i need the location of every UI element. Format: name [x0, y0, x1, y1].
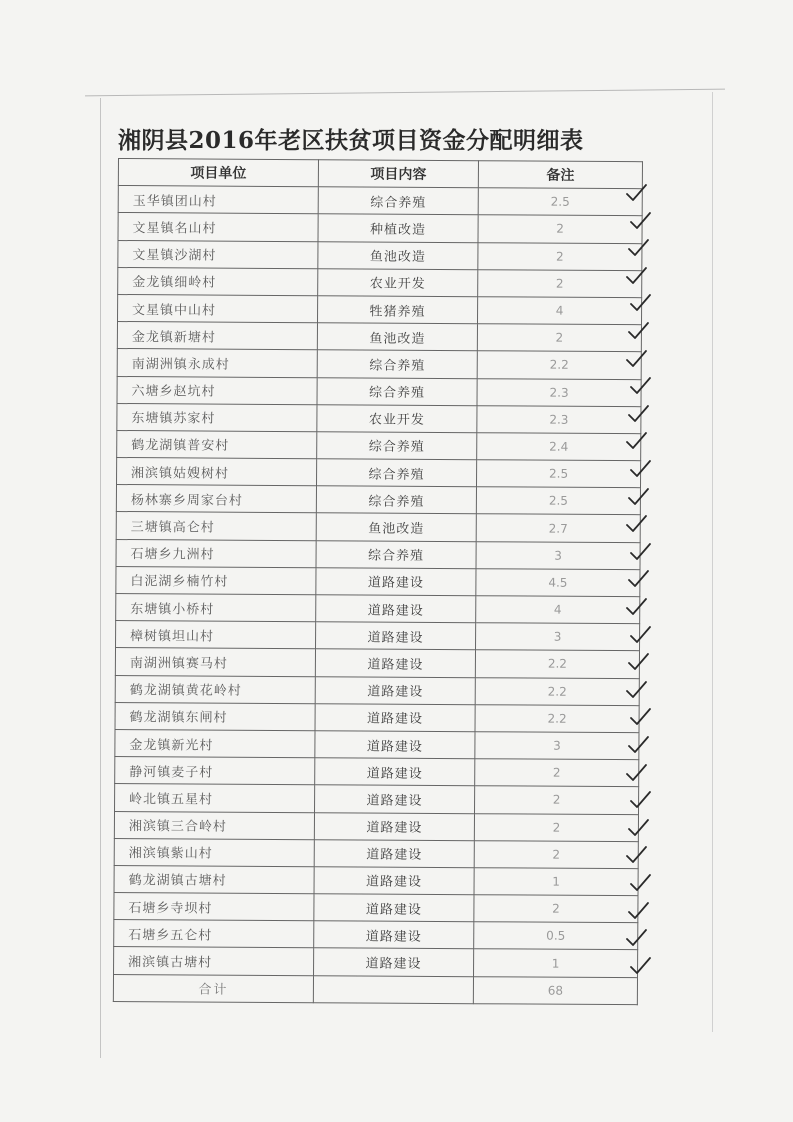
cell-note: 2: [474, 813, 638, 841]
check-mark-icon: [626, 900, 652, 922]
check-mark-icon: [628, 210, 654, 232]
check-mark-icon: [626, 651, 652, 673]
table-row: [115, 729, 639, 759]
cell-unit: 金龙镇细岭村: [118, 267, 318, 295]
cell-note: 2.2: [477, 351, 641, 379]
cell-unit: 石塘乡寺坝村: [114, 893, 314, 921]
cell-content: 道路建设: [314, 839, 474, 867]
total-empty-cell: [313, 975, 473, 1003]
cell-unit: 文星镇沙湖村: [118, 240, 318, 268]
table-row: [115, 757, 639, 787]
cell-unit: 南湖洲镇永成村: [117, 349, 317, 377]
table-row: [114, 838, 638, 868]
cell-note: 2: [475, 786, 639, 814]
cell-unit: 东塘镇苏家村: [117, 403, 317, 431]
document-title: 湘阴县2016年老区扶贫项目资金分配明细表: [118, 127, 584, 154]
header-unit: 项目单位: [118, 159, 318, 187]
cell-note: 2.3: [477, 378, 641, 406]
table-row: [118, 240, 642, 270]
table-row: [118, 294, 642, 324]
cell-content: 道路建设: [315, 731, 475, 759]
cell-unit: 东塘镇小桥村: [116, 593, 316, 621]
cell-content: 道路建设: [314, 867, 474, 895]
table-row: [114, 893, 638, 923]
check-mark-icon: [626, 320, 652, 342]
check-mark-icon: [626, 734, 652, 756]
cell-content: 综合养殖: [317, 377, 477, 405]
cell-note: 2.5: [476, 460, 640, 488]
cell-note: 0.5: [474, 922, 638, 950]
cell-unit: 湘滨镇古塘村: [114, 947, 314, 975]
cell-note: 2: [474, 895, 638, 923]
table-row: [118, 186, 642, 216]
allocation-table-sheet: [113, 158, 642, 1005]
scan-edge: [85, 89, 725, 97]
check-mark-icon: [624, 513, 650, 535]
table-row: [115, 784, 639, 814]
cell-note: 2: [478, 242, 642, 270]
cell-content: 综合养殖: [316, 540, 476, 568]
cell-unit: 玉华镇团山村: [118, 186, 318, 214]
check-mark-icon: [624, 182, 650, 204]
cell-content: 道路建设: [314, 948, 474, 976]
table-row: [117, 322, 641, 352]
cell-note: 3: [476, 541, 640, 569]
check-mark-icon: [628, 706, 654, 728]
cell-content: 道路建设: [315, 649, 475, 677]
cell-content: 鱼池改造: [318, 241, 478, 269]
cell-note: 3: [476, 623, 640, 651]
check-mark-icon: [626, 237, 652, 259]
cell-unit: 金龙镇新光村: [115, 729, 315, 757]
cell-note: 2.2: [475, 704, 639, 732]
cell-note: 2.7: [476, 514, 640, 542]
table-row: [115, 648, 639, 678]
cell-unit: 石塘乡九洲村: [116, 539, 316, 567]
cell-unit: 岭北镇五星村: [115, 784, 315, 812]
cell-note: 3: [475, 732, 639, 760]
cell-unit: 文星镇名山村: [118, 213, 318, 241]
check-mark-icon: [624, 762, 650, 784]
check-mark-icon: [628, 541, 654, 563]
cell-content: 综合养殖: [316, 486, 476, 514]
cell-unit: 鹤龙湖镇普安村: [117, 430, 317, 458]
table-row: [116, 539, 640, 569]
cell-unit: 南湖洲镇赛马村: [115, 648, 315, 676]
cell-note: 2.4: [477, 433, 641, 461]
check-mark-icon: [624, 679, 650, 701]
cell-unit: 文星镇中山村: [118, 294, 318, 322]
cell-content: 道路建设: [316, 622, 476, 650]
cell-unit: 鹤龙湖镇东闸村: [115, 702, 315, 730]
check-mark-column: [622, 182, 662, 1002]
check-mark-icon: [626, 817, 652, 839]
table-row: [116, 485, 640, 515]
table-row: [114, 920, 638, 950]
cell-note: 2: [477, 324, 641, 352]
check-mark-icon: [628, 955, 654, 977]
table-row: [114, 947, 638, 977]
cell-unit: 湘滨镇三合岭村: [114, 811, 314, 839]
cell-content: 道路建设: [316, 568, 476, 596]
cell-content: 鱼池改造: [317, 323, 477, 351]
check-mark-icon: [628, 375, 654, 397]
check-mark-icon: [624, 927, 650, 949]
table-row: [117, 430, 641, 460]
table-row: [118, 267, 642, 297]
cell-content: 道路建设: [315, 676, 475, 704]
table-row: [117, 376, 641, 406]
cell-content: 道路建设: [316, 595, 476, 623]
table-row: [116, 621, 640, 651]
check-mark-icon: [624, 596, 650, 618]
cell-unit: 金龙镇新塘村: [117, 322, 317, 350]
scan-edge: [100, 98, 101, 1058]
table-row: [118, 213, 642, 243]
cell-content: 道路建设: [314, 894, 474, 922]
check-mark-icon: [628, 458, 654, 480]
cell-note: 2: [478, 269, 642, 297]
header-note: 备注: [478, 161, 642, 189]
table-row: [114, 865, 638, 895]
cell-note: 2.3: [477, 405, 641, 433]
cell-content: 综合养殖: [317, 459, 477, 487]
check-mark-icon: [624, 430, 650, 452]
total-value: 68: [473, 976, 637, 1004]
check-mark-icon: [626, 568, 652, 590]
scan-edge: [712, 92, 713, 1032]
cell-content: 鱼池改造: [316, 513, 476, 541]
cell-unit: 樟树镇坦山村: [116, 621, 316, 649]
cell-content: 道路建设: [314, 921, 474, 949]
table-row: [115, 675, 639, 705]
cell-note: 4.5: [476, 569, 640, 597]
cell-note: 2.5: [478, 188, 642, 216]
cell-content: 综合养殖: [318, 187, 478, 215]
table-row: [116, 566, 640, 596]
cell-content: 道路建设: [315, 703, 475, 731]
cell-unit: 三塘镇高仑村: [116, 512, 316, 540]
check-mark-icon: [626, 403, 652, 425]
total-label: 合计: [113, 974, 313, 1002]
cell-note: 2: [475, 759, 639, 787]
allocation-table: [113, 158, 643, 1005]
check-mark-icon: [626, 486, 652, 508]
table-row: [115, 702, 639, 732]
table-row: [114, 811, 638, 841]
check-mark-icon: [628, 292, 654, 314]
cell-unit: 鹤龙湖镇黄花岭村: [115, 675, 315, 703]
header-content: 项目内容: [318, 160, 478, 188]
cell-unit: 六塘乡赵坑村: [117, 376, 317, 404]
cell-content: 农业开发: [317, 404, 477, 432]
cell-note: 1: [474, 868, 638, 896]
cell-content: 综合养殖: [317, 432, 477, 460]
total-row: [113, 974, 637, 1004]
cell-unit: 杨林寨乡周家台村: [116, 485, 316, 513]
cell-unit: 石塘乡五仑村: [114, 920, 314, 948]
table-row: [117, 403, 641, 433]
cell-note: 4: [477, 297, 641, 325]
cell-note: 2.2: [475, 650, 639, 678]
table-row: [117, 349, 641, 379]
cell-unit: 白泥湖乡楠竹村: [116, 566, 316, 594]
table-row: [116, 593, 640, 623]
check-mark-icon: [624, 348, 650, 370]
cell-content: 道路建设: [315, 758, 475, 786]
cell-content: 牲猪养殖: [317, 296, 477, 324]
check-mark-icon: [628, 789, 654, 811]
table-header-row: [118, 159, 642, 189]
cell-content: 综合养殖: [317, 350, 477, 378]
table-row: [116, 512, 640, 542]
check-mark-icon: [624, 844, 650, 866]
cell-note: 2.2: [475, 677, 639, 705]
cell-unit: 鹤龙湖镇古塘村: [114, 865, 314, 893]
cell-content: 道路建设: [314, 812, 474, 840]
cell-content: 道路建设: [315, 785, 475, 813]
cell-unit: 湘滨镇姑嫂树村: [117, 458, 317, 486]
cell-content: 种植改造: [318, 214, 478, 242]
check-mark-icon: [624, 265, 650, 287]
cell-note: 2: [478, 215, 642, 243]
table-row: [117, 458, 641, 488]
cell-unit: 静河镇麦子村: [115, 757, 315, 785]
cell-content: 农业开发: [318, 268, 478, 296]
cell-note: 4: [476, 596, 640, 624]
check-mark-icon: [628, 872, 654, 894]
check-mark-icon: [628, 624, 654, 646]
cell-note: 2: [474, 840, 638, 868]
cell-unit: 湘滨镇紫山村: [114, 838, 314, 866]
cell-note: 1: [474, 949, 638, 977]
cell-note: 2.5: [476, 487, 640, 515]
